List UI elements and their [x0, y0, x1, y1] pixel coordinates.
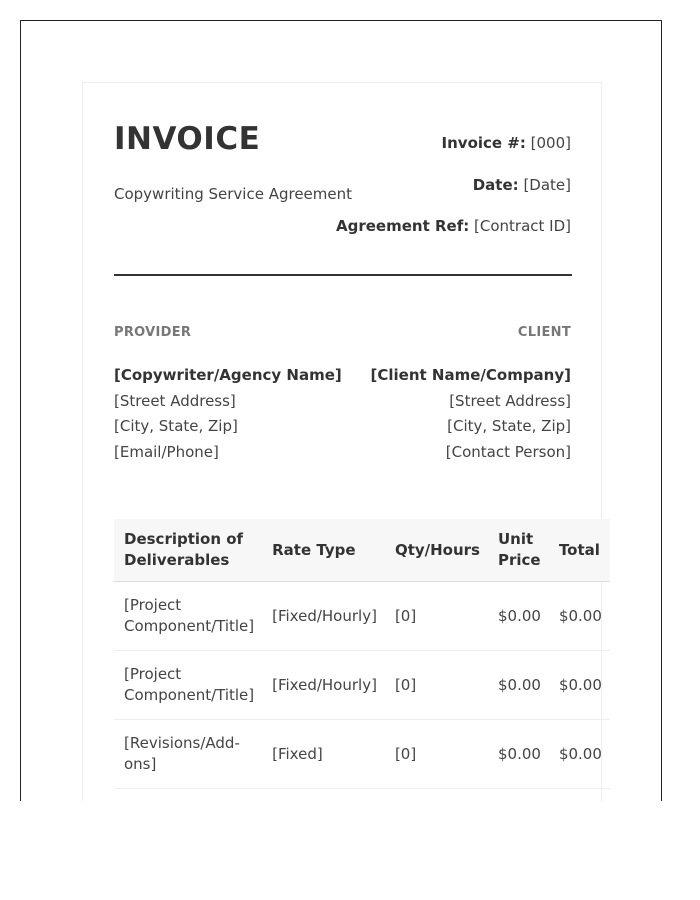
header-qty: Qty/Hours — [385, 519, 488, 582]
invoice-number — [442, 134, 571, 152]
provider-city: [City, State, Zip] — [114, 417, 238, 436]
cell-qty: [0] — [385, 720, 488, 789]
cell-qty: [0] — [385, 651, 488, 720]
invoice-card — [82, 82, 602, 801]
invoice-date-value: [Date] — [523, 176, 571, 194]
provider-name: [Copywriter/Agency Name] — [114, 366, 342, 384]
cell-unit-price: $0.00 — [488, 720, 549, 789]
cell-description: [Revisions/Add-ons] — [114, 720, 262, 789]
cell-description: [Project Component/Title] — [114, 582, 262, 651]
invoice-number-label: Invoice #: — [441, 134, 526, 152]
header-total: Total — [549, 519, 610, 582]
client-name: [Client Name/Company] — [370, 366, 571, 384]
cell-rate-type: [Fixed] — [262, 720, 385, 789]
agreement-ref — [336, 217, 571, 235]
header-divider — [114, 274, 572, 276]
cell-total: $0.00 — [549, 582, 610, 651]
client-city: [City, State, Zip] — [447, 417, 571, 436]
page-frame — [20, 20, 662, 801]
client-street: [Street Address] — [449, 391, 571, 410]
cell-unit-price: $0.00 — [488, 582, 549, 651]
agreement-ref-label: Agreement Ref: — [336, 217, 470, 235]
line-items-table — [114, 519, 610, 789]
provider-heading: PROVIDER — [114, 325, 192, 340]
client-contact: [Contact Person] — [445, 443, 571, 462]
header-description: Description of Deliverables — [114, 519, 262, 582]
invoice-title: INVOICE — [114, 121, 261, 157]
invoice-subtitle: Copywriting Service Agreement — [114, 185, 353, 203]
agreement-ref-value: [Contract ID] — [474, 217, 571, 235]
header-rate-type: Rate Type — [262, 519, 385, 582]
table-row — [114, 582, 610, 651]
cell-rate-type: [Fixed/Hourly] — [262, 651, 385, 720]
table-header-row — [114, 519, 610, 582]
provider-contact: [Email/Phone] — [114, 443, 219, 462]
invoice-number-value: [000] — [530, 134, 571, 152]
invoice-date — [473, 176, 571, 194]
cell-description: [Project Component/Title] — [114, 651, 262, 720]
cell-unit-price: $0.00 — [488, 651, 549, 720]
cell-rate-type: [Fixed/Hourly] — [262, 582, 385, 651]
client-details — [371, 363, 571, 466]
cell-qty: [0] — [385, 582, 488, 651]
cell-total: $0.00 — [549, 651, 610, 720]
header-unit-price: Unit Price — [488, 519, 549, 582]
table-row — [114, 651, 610, 720]
invoice-date-label: Date: — [472, 176, 519, 194]
provider-details — [114, 363, 342, 466]
provider-street: [Street Address] — [114, 391, 236, 410]
client-heading: CLIENT — [517, 325, 571, 340]
table-row — [114, 720, 610, 789]
cell-total: $0.00 — [549, 720, 610, 789]
